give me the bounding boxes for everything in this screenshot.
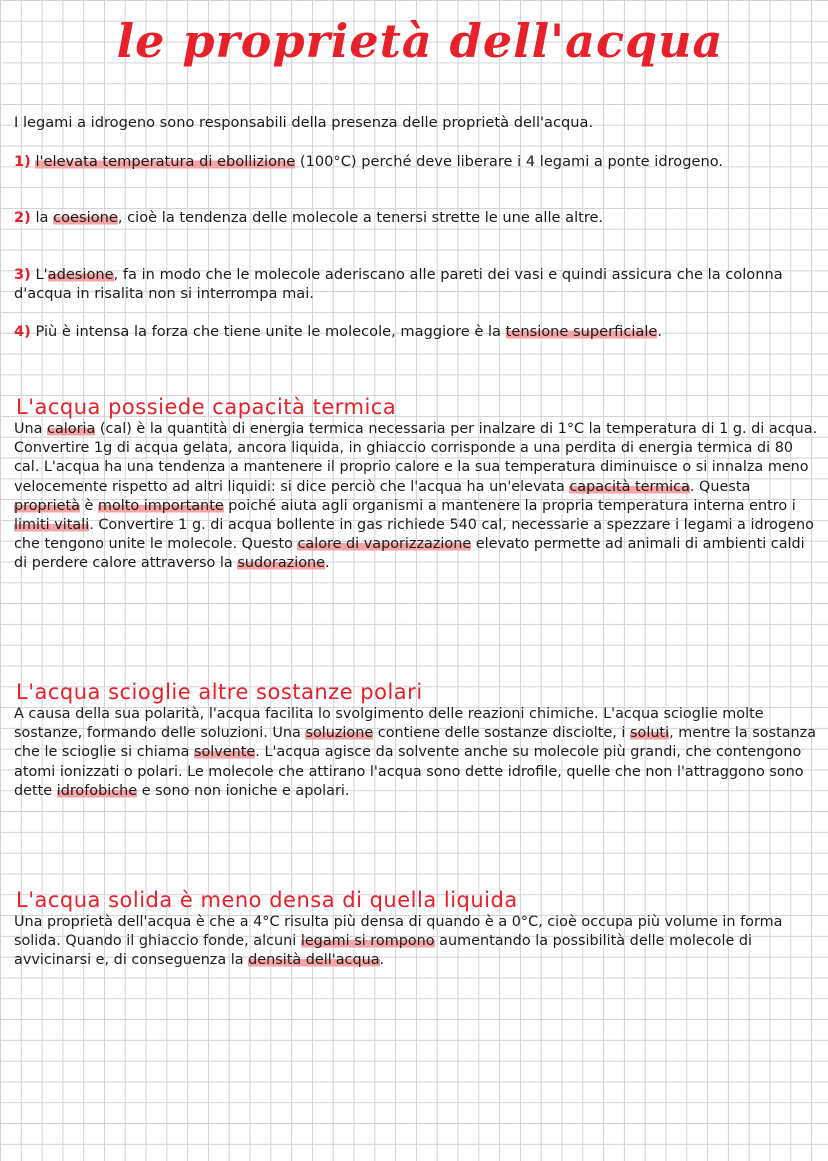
list-item: 1) l'elevata temperatura di ebollizione (100°C) perché deve liberare i 4 legami a ponte idrogeno. <box>14 153 724 170</box>
highlight: coesione <box>53 209 118 226</box>
intro-text: I legami a idrogeno sono responsabili della presenza delle proprietà dell'acqua. <box>14 114 594 131</box>
list-number: 1) <box>14 153 31 170</box>
highlight: tensione superficiale <box>505 323 658 340</box>
list-number: 4) <box>14 323 31 340</box>
list-number: 2) <box>14 209 31 226</box>
page-title: le proprietà dell'acqua <box>116 14 724 68</box>
section-body: Una caloria (cal) è la quantità di energia termica necessaria per inalzare di 1°C la temperatura di 1 g. di acqua. Convertire 1g di acqua gelata, ancora liquida, in ghiaccio corrisponde a una perdita di energia termica di 80 cal. L'acqua ha una tendenza a mantenere il proprio calore e la sua temperatura diminuisce o si innalza meno velocemente rispetto ad altri liquidi: si dice perciò che l'acqua ha un'elevata capacità termica. Questa proprietà è molto importante poiché aiuta agli organismi a mantenere la propria temperatura interna entro i limiti vitali. Convertire 1 g. di acqua bollente in gas richiede 540 cal, necessarie a spezzare i legami a idrogeno che tengono unite le molecole. Questo calore di vaporizzazione elevato permette ad animali di ambienti caldi di perdere calore attraverso la sudorazione. <box>14 421 818 572</box>
section-body: A causa della sua polarità, l'acqua facilita lo svolgimento delle reazioni chimiche. L'acqua scioglie molte sostanze, formando delle soluzioni. Una soluzione contiene delle sostanze disciolte, i soluti, mentre la sostanza che le scioglie si chiama solvente. L'acqua agisce da solvente anche su molecole più grandi, che contengono atomi ionizzati o polari. Le molecole che attirano l'acqua sono dette idrofile, quelle che non l'attraggono sono dette idrofobiche e sono non ioniche e apolari. <box>14 706 817 799</box>
list-item: 3) L'adesione, fa in modo che le molecole aderiscano alle pareti dei vasi e quindi assicura che la colonna d'acqua in risalita non si interrompa mai. <box>14 266 783 302</box>
list-item: 2) la coesione, cioè la tendenza delle molecole a tenersi strette le une alle altre. <box>14 209 604 226</box>
list-number: 3) <box>14 266 31 283</box>
list-item: 4) Più è intensa la forza che tiene unite le molecole, maggiore è la tensione superficiale. <box>14 323 663 340</box>
section-heading: L'acqua scioglie altre sostanze polari <box>16 680 423 704</box>
section-heading: L'acqua solida è meno densa di quella liquida <box>16 888 518 912</box>
section-body: Una proprietà dell'acqua è che a 4°C risulta più densa di quando è a 0°C, cioè occupa più volume in forma solida. Quando il ghiaccio fonde, alcuni legami si rompono aumentando la possibilità delle molecole di avvicinarsi e, di conseguenza la densità dell'acqua. <box>14 914 783 969</box>
section-heading: L'acqua possiede capacità termica <box>16 395 397 419</box>
highlight: l'elevata temperatura di ebollizione <box>35 153 296 170</box>
highlight: adesione <box>47 266 114 283</box>
